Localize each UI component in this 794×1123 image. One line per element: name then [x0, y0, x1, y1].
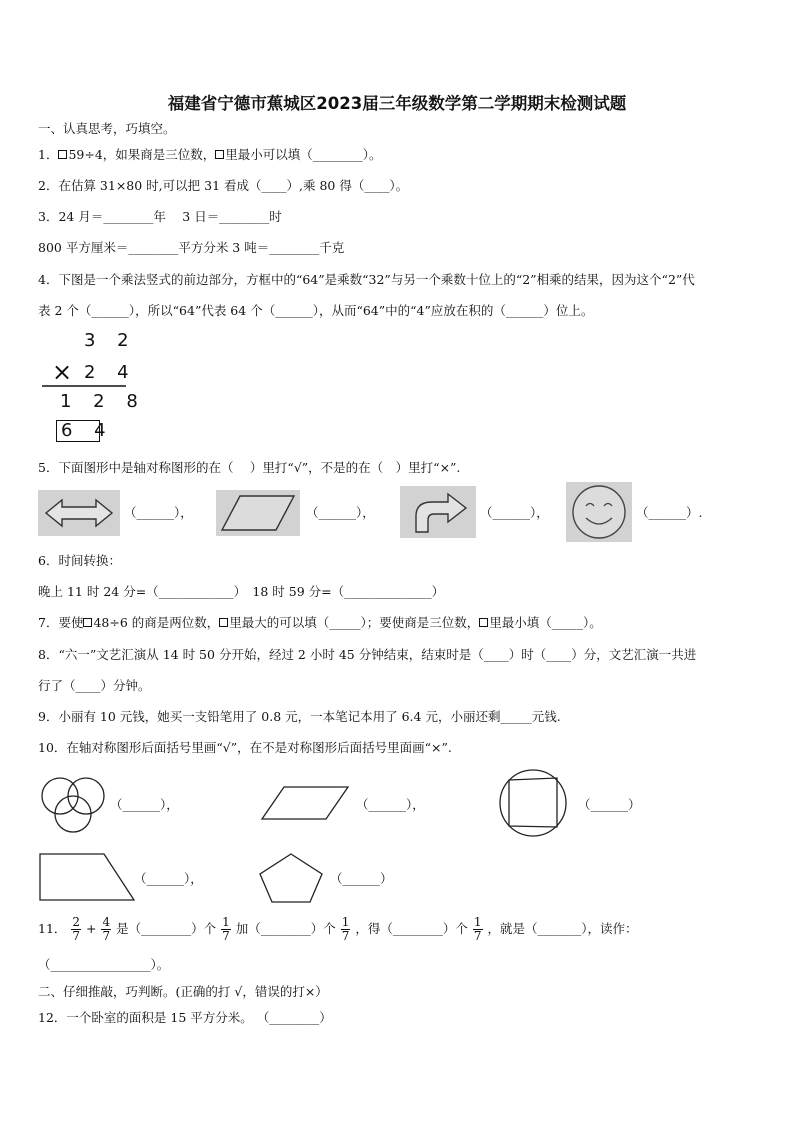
question-3a: 3．24 月＝________年 3 日＝________时	[38, 209, 282, 224]
blank-square-icon	[479, 618, 488, 627]
question-8-line-1: 8．“六一”文艺汇演从 14 时 50 分开始，经过 2 小时 45 分钟结束，结束时是（____）时（____）分，文艺汇演一共进	[38, 647, 697, 662]
section-2-heading: 二、仔细推敲，巧判断。(正确的打 √，错误的打×）	[38, 984, 328, 999]
question-2: 2．在估算 31×80 时,可以把 31 看成（____）,乘 80 得（____）。	[38, 178, 409, 193]
q5-blank-2: （______），	[306, 505, 375, 520]
fraction-1-7: $\frac{1}{7}$	[222, 915, 230, 943]
question-6: 6．时间转换：	[38, 553, 121, 568]
q10-blank-5: （______）	[330, 871, 393, 886]
fraction-4-7: $\frac{4}{7}$	[102, 915, 111, 943]
question-10: 10．在轴对称图形后面括号里画“√”，在不是对称图形后面括号里面画“×”.	[38, 740, 452, 755]
q10-blank-4: （______），	[134, 871, 203, 886]
parallelogram-icon	[216, 490, 300, 536]
question-7: 7．要使 48÷6 的商是两位数， 里最大的可以填（_____）；要使商是三位数， 里最小填（_____）。	[38, 615, 602, 630]
double-arrow-icon	[38, 490, 120, 536]
boxed-partial-product: 6 4	[56, 420, 100, 442]
question-11: 11． $\frac{2}{7}$ + $\frac{4}{7}$ 是（________）个 $\frac{1}{7}$ 加（________）个 $\frac{1}{7}$ ，得（________）个 $\frac{1}{7}$ ，就是（_______），读作：	[38, 915, 638, 943]
section-1-heading: 一、认真思考，巧填空。	[38, 121, 176, 136]
blank-square-icon	[219, 618, 228, 627]
question-9: 9．小丽有 10 元钱，她买一支铅笔用了 0.8 元，一本笔记本用了 6.4 元，小丽还剩_____元钱.	[38, 709, 561, 724]
q10-blank-2: （______），	[356, 797, 425, 812]
q10-blank-3: （______）	[578, 797, 641, 812]
fraction-1-7: $\frac{1}{7}$	[341, 915, 350, 943]
q10-blank-1: （______），	[110, 797, 179, 812]
trapezoid-icon	[38, 852, 136, 902]
parallelogram-outline-icon	[260, 785, 350, 821]
question-8-line-2: 行了（____）分钟。	[38, 678, 151, 693]
times-sign: ×	[52, 358, 73, 386]
blank-square-icon	[215, 150, 224, 159]
partial-product-1: 1 2 8	[60, 391, 146, 412]
question-11-line-2: （________________）。	[38, 957, 170, 972]
question-4-line-1: 4．下图是一个乘法竖式的前边部分，方框中的“64”是乘数“32”与另一个乘数十位上的“2”相乘的结果，因为这个“2”代	[38, 272, 695, 287]
square-in-circle-icon	[498, 768, 568, 838]
q5-blank-4: （______）.	[636, 505, 703, 520]
q5-blank-1: （______），	[124, 505, 193, 520]
fraction-2-7: $\frac{2}{7}$	[72, 915, 81, 943]
multiplication-line	[42, 385, 126, 388]
question-5: 5．下面图形中是轴对称图形的在（ ）里打“√”，不是的在（ ）里打“×”.	[38, 460, 461, 475]
blank-square-icon	[83, 618, 92, 627]
multiplicand: 3 2	[84, 330, 137, 351]
multiplier: 2 4	[84, 362, 137, 383]
pentagon-icon	[258, 852, 324, 904]
fraction-1-7: $\frac{1}{7}$	[473, 915, 482, 943]
double-arrow-image	[38, 490, 120, 536]
parallelogram-image	[216, 490, 300, 536]
curved-arrow-image	[400, 486, 476, 538]
question-3b: 800 平方厘米＝________平方分米 3 吨＝________千克	[38, 240, 345, 255]
smiley-face-icon	[566, 482, 632, 542]
smiley-face-image	[566, 482, 632, 542]
question-6-line: 晚上 11 时 24 分=（____________） 18 时 59 分=（______________）	[38, 584, 445, 599]
three-circles-icon	[40, 770, 106, 834]
question-4-line-2: 表 2 个（______），所以“64”代表 64 个（______），从而“64”中的“4”应放在积的（______）位上。	[38, 303, 594, 318]
question-1: 1． 59÷4，如果商是三位数， 里最小可以填（________）。	[38, 147, 382, 162]
curved-arrow-icon	[400, 486, 476, 538]
question-12: 12．一个卧室的面积是 15 平方分米。 （________）	[38, 1010, 332, 1025]
blank-square-icon	[58, 150, 67, 159]
q5-blank-3: （______），	[480, 505, 549, 520]
page-title: 福建省宁德市蕉城区2023届三年级数学第二学期期末检测试题	[167, 94, 627, 113]
